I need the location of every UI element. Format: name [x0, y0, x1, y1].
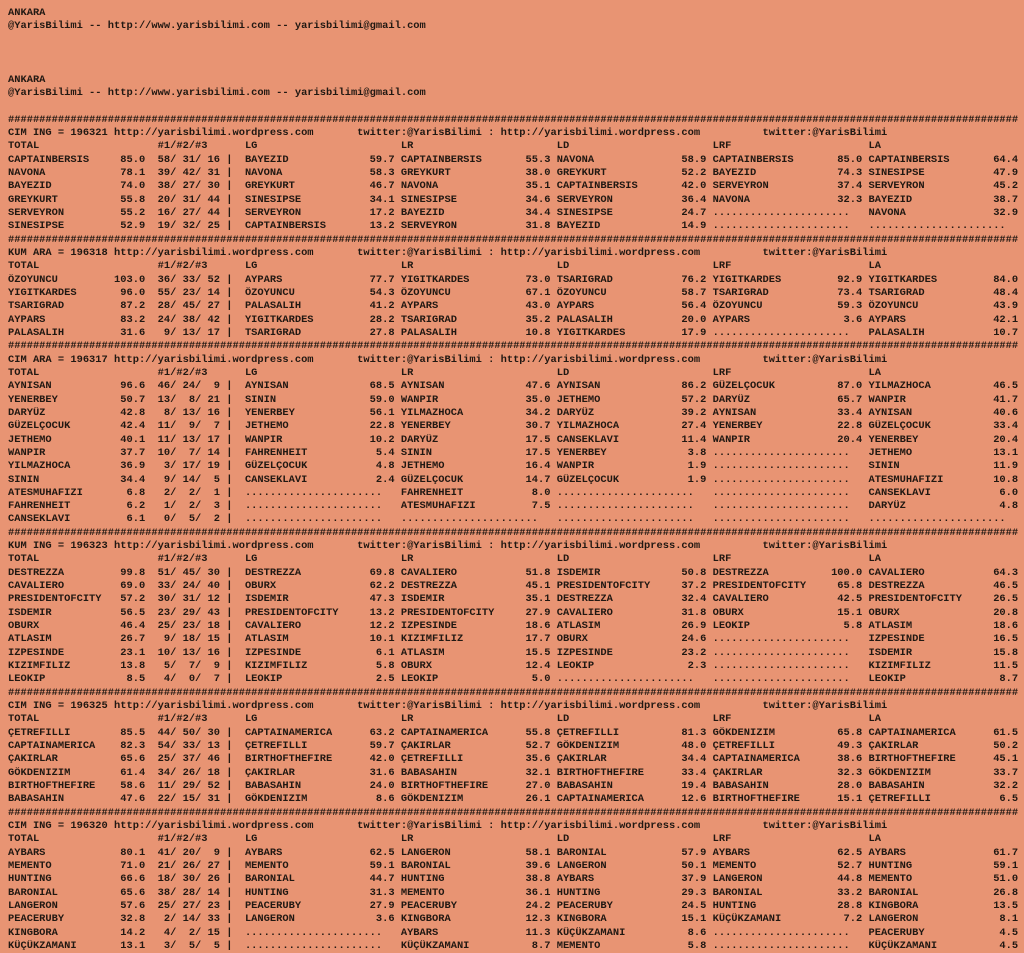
- section-196323: [8, 527, 1024, 687]
- stat-row: GÖKDENIZIM 61.4 34/ 26/ 18 | ÇAKIRLAR 31.6 BABASAHIN 32.1 BIRTHOFTHEFIRE 33.4 ÇAKIRLAR 32.3 GÖKDENIZIM 33.7: [8, 766, 1019, 779]
- section-196318: [8, 234, 1024, 341]
- stat-row: AYBARS 80.1 41/ 20/ 9 | AYBARS 62.5 LANGERON 58.1 BARONIAL 57.9 AYBARS 62.5 AYBARS 61.7: [8, 846, 1019, 859]
- column-header-row: TOTAL #1/#2/#3 LG LR LD LRF LA: [8, 713, 1019, 726]
- stats-report: [8, 114, 1024, 953]
- column-header-row: TOTAL #1/#2/#3 LG LR LD LRF LA: [8, 553, 1019, 566]
- section-separator: ##################################################################################################################################################################: [8, 340, 1019, 353]
- masthead: [8, 7, 1024, 34]
- stat-row: YIGITKARDES 96.0 55/ 23/ 14 | ÖZOYUNCU 54.3 ÖZOYUNCU 67.1 ÖZOYUNCU 58.7 TSARIGRAD 73.4 TSARIGRAD 48.4: [8, 286, 1019, 299]
- stat-row: HUNTING 66.6 18/ 30/ 26 | BARONIAL 44.7 HUNTING 38.8 AYBARS 37.9 LANGERON 44.8 MEMENTO 51.0: [8, 873, 1019, 886]
- stat-row: ÇAKIRLAR 65.6 25/ 37/ 46 | BIRTHOFTHEFIRE 42.0 ÇETREFILLI 35.6 ÇAKIRLAR 34.4 CAPTAINAMERICA 38.6 BIRTHOFTHEFIRE 45.1: [8, 753, 1019, 766]
- stat-row: DARYÜZ 42.8 8/ 13/ 16 | YENERBEY 56.1 YILMAZHOCA 34.2 DARYÜZ 39.2 AYNISAN 33.4 AYNISAN 40.6: [8, 406, 1019, 419]
- stat-row: GREYKURT 55.8 20/ 31/ 44 | SINESIPSE 34.1 SINESIPSE 34.6 SERVEYRON 36.4 NAVONA 32.3 BAYEZID 38.7: [8, 193, 1019, 206]
- section-header: KUM ARA = 196318 http://yarisbilimi.wordpress.com twitter:@YarisBilimi : http://yarisbilimi.wordpress.com twitter:@YarisBilimi: [8, 246, 888, 259]
- stat-row: GÜZELÇOCUK 42.4 11/ 9/ 7 | JETHEMO 22.8 YENERBEY 30.7 YILMAZHOCA 27.4 YENERBEY 22.8 GÜZELÇOCUK 33.4: [8, 420, 1019, 433]
- stat-row: SINESIPSE 52.9 19/ 32/ 25 | CAPTAINBERSIS 13.2 SERVEYRON 31.8 BAYEZID 14.9 ...................... ......................: [8, 220, 1019, 233]
- masthead-byline: @YarisBilimi -- http://www.yarisbilimi.com -- yarisbilimi@gmail.com: [8, 20, 426, 33]
- section-separator: ##################################################################################################################################################################: [8, 526, 1019, 539]
- stat-row: YENERBEY 50.7 13/ 8/ 21 | SININ 59.0 WANPIR 35.0 JETHEMO 57.2 DARYÜZ 65.7 WANPIR 41.7: [8, 393, 1019, 406]
- stat-row: BABASAHIN 47.6 22/ 15/ 31 | GÖKDENIZIM 8.6 GÖKDENIZIM 26.1 CAPTAINAMERICA 12.6 BIRTHOFTHEFIRE 15.1 ÇETREFILLI 6.5: [8, 793, 1019, 806]
- stat-row: YILMAZHOCA 36.9 3/ 17/ 19 | GÜZELÇOCUK 4.8 JETHEMO 16.4 WANPIR 1.9 ...................... SININ 11.9: [8, 460, 1019, 473]
- masthead-city: ANKARA: [8, 7, 46, 19]
- section-header: KUM ING = 196323 http://yarisbilimi.wordpress.com twitter:@YarisBilimi : http://yarisbilimi.wordpress.com twitter:@YarisBilimi: [8, 540, 888, 553]
- stat-row: BARONIAL 65.6 38/ 28/ 14 | HUNTING 31.3 MEMENTO 36.1 HUNTING 29.3 BARONIAL 33.2 BARONIAL 26.8: [8, 886, 1019, 899]
- section-header: CIM ARA = 196317 http://yarisbilimi.wordpress.com twitter:@YarisBilimi : http://yarisbilimi.wordpress.com twitter:@YarisBilimi: [8, 353, 888, 366]
- section-separator: ##################################################################################################################################################################: [8, 113, 1019, 126]
- stat-row: ÖZOYUNCU 103.0 36/ 33/ 52 | AYPARS 77.7 YIGITKARDES 73.0 TSARIGRAD 76.2 YIGITKARDES 92.9 YIGITKARDES 84.0: [8, 273, 1019, 286]
- stat-row: CAPTAINAMERICA 82.3 54/ 33/ 13 | ÇETREFILLI 59.7 ÇAKIRLAR 52.7 GÖKDENIZIM 48.0 ÇETREFILLI 49.3 ÇAKIRLAR 50.2: [8, 740, 1019, 753]
- column-header-row: TOTAL #1/#2/#3 LG LR LD LRF LA: [8, 260, 1019, 273]
- stat-row: ISDEMIR 56.5 23/ 29/ 43 | PRESIDENTOFCITY 13.2 PRESIDENTOFCITY 27.9 CAVALIERO 31.8 OBURX 15.1 OBURX 20.8: [8, 606, 1019, 619]
- stat-row: KINGBORA 14.2 4/ 2/ 15 | ...................... AYBARS 11.3 KÜÇÜKZAMANI 8.6 ...................... PEACERUBY 4.5: [8, 926, 1019, 939]
- section-196325: [8, 687, 1024, 807]
- stat-row: WANPIR 37.7 10/ 7/ 14 | FAHRENHEIT 5.4 SININ 17.5 YENERBEY 3.8 ...................... JETHEMO 13.1: [8, 446, 1019, 459]
- stat-row: SERVEYRON 55.2 16/ 27/ 44 | SERVEYRON 17.2 BAYEZID 34.4 SINESIPSE 24.7 ...................... NAVONA 32.9: [8, 206, 1019, 219]
- section-196320: [8, 807, 1024, 953]
- masthead-city: ANKARA: [8, 73, 46, 86]
- stat-row: IZPESINDE 23.1 10/ 13/ 16 | IZPESINDE 6.1 ATLASIM 15.5 IZPESINDE 23.2 ...................... ISDEMIR 15.8: [8, 646, 1019, 659]
- stat-row: PALASALIH 31.6 9/ 13/ 17 | TSARIGRAD 27.8 PALASALIH 10.8 YIGITKARDES 17.9 ...................... PALASALIH 10.7: [8, 326, 1019, 339]
- section-separator: ##################################################################################################################################################################: [8, 233, 1019, 246]
- section-196317: [8, 340, 1024, 527]
- stat-row: KIZIMFILIZ 13.8 5/ 7/ 9 | KIZIMFILIZ 5.8 OBURX 12.4 LEOKIP 2.3 ...................... KIZIMFILIZ 11.5: [8, 660, 1019, 673]
- stat-row: CAVALIERO 69.0 33/ 24/ 40 | OBURX 62.2 DESTREZZA 45.1 PRESIDENTOFCITY 37.2 PRESIDENTOFCITY 65.8 DESTREZZA 46.5: [8, 580, 1019, 593]
- section-separator: ##################################################################################################################################################################: [8, 806, 1019, 819]
- stat-row: LEOKIP 8.5 4/ 0/ 7 | LEOKIP 2.5 LEOKIP 5.0 ...................... ...................... LEOKIP 8.7: [8, 673, 1019, 686]
- stat-row: DESTREZZA 99.8 51/ 45/ 30 | DESTREZZA 69.8 CAVALIERO 51.8 ISDEMIR 50.8 DESTREZZA 100.0 CAVALIERO 64.3: [8, 566, 1019, 579]
- stat-row: CANSEKLAVI 6.1 0/ 5/ 2 | ...................... ...................... ...................... ...................... ......................: [8, 513, 1019, 526]
- section-header: CIM ING = 196325 http://yarisbilimi.wordpress.com twitter:@YarisBilimi : http://yarisbilimi.wordpress.com twitter:@YarisBilimi: [8, 700, 888, 713]
- stat-row: ATESMUHAFIZI 6.8 2/ 2/ 1 | ...................... FAHRENHEIT 8.0 ...................... ...................... CANSEKLAVI 6.0: [8, 486, 1019, 499]
- stat-row: BIRTHOFTHEFIRE 58.6 11/ 29/ 52 | BABASAHIN 24.0 BIRTHOFTHEFIRE 27.0 BABASAHIN 19.4 BABASAHIN 28.0 BABASAHIN 32.2: [8, 780, 1019, 793]
- section-separator: ##################################################################################################################################################################: [8, 686, 1019, 699]
- stat-row: ATLASIM 26.7 9/ 18/ 15 | ATLASIM 10.1 KIZIMFILIZ 17.7 OBURX 24.6 ...................... IZPESINDE 16.5: [8, 633, 1019, 646]
- stat-row: OBURX 46.4 25/ 23/ 18 | CAVALIERO 12.2 IZPESINDE 18.6 ATLASIM 26.9 LEOKIP 5.8 ATLASIM 18.6: [8, 620, 1019, 633]
- stat-row: NAVONA 78.1 39/ 42/ 31 | NAVONA 58.3 GREYKURT 38.0 GREYKURT 52.2 BAYEZID 74.3 SINESIPSE 47.9: [8, 166, 1019, 179]
- stat-row: BAYEZID 74.0 38/ 27/ 30 | GREYKURT 46.7 NAVONA 35.1 CAPTAINBERSIS 42.0 SERVEYRON 37.4 SERVEYRON 45.2: [8, 180, 1019, 193]
- masthead-byline: @YarisBilimi -- http://www.yarisbilimi.com -- yarisbilimi@gmail.com: [8, 86, 426, 99]
- stat-row: AYNISAN 96.6 46/ 24/ 9 | AYNISAN 68.5 AYNISAN 47.6 AYNISAN 86.2 GÜZELÇOCUK 87.0 YILMAZHOCA 46.5: [8, 380, 1019, 393]
- stat-row: LANGERON 57.6 25/ 27/ 23 | PEACERUBY 27.9 PEACERUBY 24.2 PEACERUBY 24.5 HUNTING 28.8 KINGBORA 13.5: [8, 900, 1019, 912]
- stat-row: PRESIDENTOFCITY 57.2 30/ 31/ 12 | ISDEMIR 47.3 ISDEMIR 35.1 DESTREZZA 32.4 CAVALIERO 42.5 PRESIDENTOFCITY 26.5: [8, 593, 1019, 606]
- stat-row: TSARIGRAD 87.2 28/ 45/ 27 | PALASALIH 41.2 AYPARS 43.0 AYPARS 56.4 ÖZOYUNCU 59.3 ÖZOYUNCU 43.9: [8, 300, 1019, 313]
- stat-row: SININ 34.4 9/ 14/ 5 | CANSEKLAVI 2.4 GÜZELÇOCUK 14.7 GÜZELÇOCUK 1.9 ...................... ATESMUHAFIZI 10.8: [8, 473, 1019, 486]
- column-header-row: TOTAL #1/#2/#3 LG LR LD LRF LA: [8, 140, 1019, 153]
- stat-row: MEMENTO 71.0 21/ 26/ 27 | MEMENTO 59.1 BARONIAL 39.6 LANGERON 50.1 MEMENTO 52.7 HUNTING 59.1: [8, 860, 1019, 873]
- section-196321: [8, 114, 1024, 234]
- column-header-row: TOTAL #1/#2/#3 LG LR LD LRF LA: [8, 366, 1019, 379]
- stat-row: AYPARS 83.2 24/ 38/ 42 | YIGITKARDES 28.2 TSARIGRAD 35.2 PALASALIH 20.0 AYPARS 3.6 AYPARS 42.1: [8, 313, 1019, 326]
- column-header-row: TOTAL #1/#2/#3 LG LR LD LRF LA: [8, 833, 1019, 846]
- masthead-repeat: [8, 74, 1024, 101]
- stat-row: ÇETREFILLI 85.5 44/ 50/ 30 | CAPTAINAMERICA 63.2 CAPTAINAMERICA 55.8 ÇETREFILLI 81.3 GÖKDENIZIM 65.8 CAPTAINAMERICA 61.5: [8, 726, 1019, 739]
- stat-row: KÜÇÜKZAMANI 13.1 3/ 5/ 5 | ...................... KÜÇÜKZAMANI 8.7 MEMENTO 5.8 ...................... KÜÇÜKZAMANI 4.5: [8, 939, 1019, 952]
- stat-row: JETHEMO 40.1 11/ 13/ 17 | WANPIR 10.2 DARYÜZ 17.5 CANSEKLAVI 11.4 WANPIR 20.4 YENERBEY 20.4: [8, 433, 1019, 446]
- section-header: CIM ING = 196321 http://yarisbilimi.wordpress.com twitter:@YarisBilimi : http://yarisbilimi.wordpress.com twitter:@YarisBilimi: [8, 126, 888, 139]
- section-header: CIM ING = 196320 http://yarisbilimi.wordpress.com twitter:@YarisBilimi : http://yarisbilimi.wordpress.com twitter:@YarisBilimi: [8, 820, 888, 833]
- stat-row: PEACERUBY 32.8 2/ 14/ 33 | LANGERON 3.6 KINGBORA 12.3 KINGBORA 15.1 KÜÇÜKZAMANI 7.2 LANGERON 8.1: [8, 913, 1019, 926]
- stat-row: FAHRENHEIT 6.2 1/ 2/ 3 | ...................... ATESMUHAFIZI 7.5 ...................... ...................... DARYÜZ 4.8: [8, 500, 1019, 513]
- stat-row: CAPTAINBERSIS 85.0 58/ 31/ 16 | BAYEZID 59.7 CAPTAINBERSIS 55.3 NAVONA 58.9 CAPTAINBERSIS 85.0 CAPTAINBERSIS 64.4: [8, 153, 1019, 166]
